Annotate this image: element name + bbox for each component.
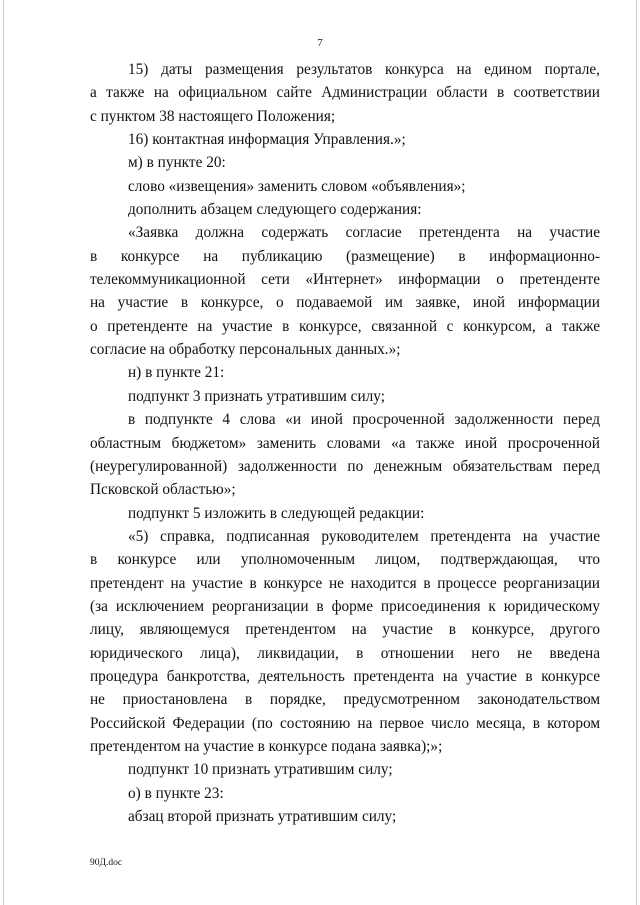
- text-line: о претенденте на участие в конкурсе, связанной с конкурсом, а также: [90, 317, 600, 335]
- text-line: юридического лица), ликвидации, в отношении него не введена: [90, 644, 600, 662]
- text-line: «5) справка, подписанная руководителем претендента на участие: [128, 527, 600, 545]
- text-line: абзац второй признать утратившим силу;: [128, 808, 397, 825]
- text-line: 15) даты размещения результатов конкурса на едином портале,: [128, 61, 600, 78]
- text-line: «Заявка должна содержать согласие претендента на участие: [128, 224, 600, 242]
- text-line: Псковской областью»;: [90, 481, 236, 499]
- text-line: лицу, являющемуся претендентом на участие в конкурсе, другого: [90, 621, 600, 639]
- text-line: м) в пункте 20:: [128, 154, 226, 172]
- text-line: областным бюджетом» заменить словами «а также иной просроченной: [90, 434, 600, 452]
- text-line: подпункт 3 признать утратившим силу;: [128, 387, 385, 405]
- text-line: на участие в конкурсе, о подаваемой им заявке, иной информации: [90, 294, 600, 312]
- text-line: в конкурсе на публикацию (размещение) в информационно-: [90, 247, 600, 265]
- text-line: 16) контактная информация Управления.»;: [128, 131, 406, 149]
- text-line: слово «извещения» заменить словом «объявления»;: [128, 177, 466, 195]
- document-body: [90, 58, 600, 828]
- page-edge-left: [3, 0, 4, 905]
- text-line: подпункт 10 признать утратившим силу;: [128, 761, 393, 779]
- text-line: претендентом на участие в конкурсе подана заявка);»;: [90, 737, 443, 755]
- text-line: претендент на участие в конкурсе не находится в процессе реорганизации: [90, 574, 600, 592]
- text-line: дополнить абзацем следующего содержания:: [128, 201, 422, 219]
- text-line: с пунктом 38 настоящего Положения;: [90, 107, 336, 125]
- page-number: 7: [317, 37, 323, 49]
- text-line: согласие на обработку персональных данных.»;: [90, 341, 401, 359]
- text-line: о) в пункте 23:: [128, 784, 224, 802]
- footer-filename: 90Д.doc: [90, 858, 123, 868]
- text-line: телекоммуникационной сети «Интернет» информации о претенденте: [90, 271, 600, 289]
- text-line: в конкурсе или уполномоченным лицом, подтверждающая, что: [90, 551, 600, 569]
- text-line: (за исключением реорганизации в форме присоединения к юридическому: [90, 597, 600, 615]
- text-line: в подпункте 4 слова «и иной просроченной задолженности перед: [128, 411, 600, 429]
- page-edge-right: [636, 0, 637, 905]
- text-line: н) в пункте 21:: [128, 364, 225, 382]
- text-line: (неурегулированной) задолженности по денежным обязательствам перед: [90, 457, 600, 475]
- text-line: не приостановлена в порядке, предусмотренном законодательством: [90, 691, 600, 709]
- text-line: процедура банкротства, деятельность претендента на участие в конкурсе: [90, 667, 600, 685]
- text-line: а также на официальном сайте Администрации области в соответствии: [90, 84, 600, 102]
- text-line: подпункт 5 изложить в следующей редакции:: [128, 504, 425, 522]
- text-line: Российской Федерации (по состоянию на первое число месяца, в котором: [90, 714, 600, 732]
